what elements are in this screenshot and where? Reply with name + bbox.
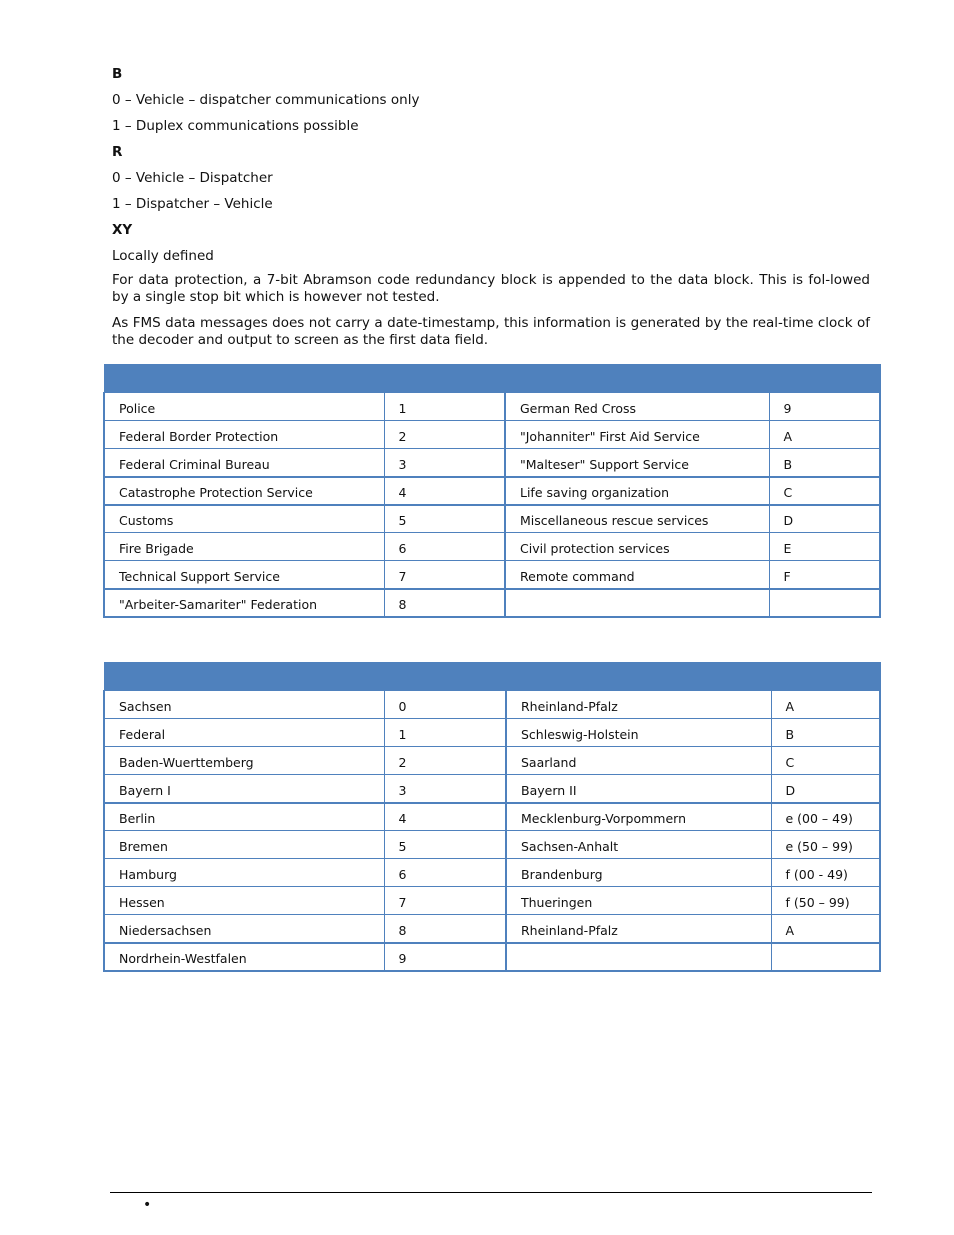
table-cell: Nordrhein-Westfalen [104,943,384,971]
table-cell: 9 [769,393,880,421]
table-row [104,449,880,477]
table-row [104,589,880,617]
xy-description: Locally defined [112,248,214,264]
table-cell [506,943,771,971]
footer-bullet: • [143,1197,152,1213]
table-cell: f (00 - 49) [771,859,880,887]
table-cell: 3 [384,449,505,477]
r-heading: R [112,144,123,160]
footer-rule [110,1192,872,1193]
table-cell: 0 [384,691,506,719]
table-cell: Rheinland-Pfalz [506,915,771,943]
table-cell: C [771,747,880,775]
table-cell: Miscellaneous rescue services [505,505,769,533]
document-body [112,64,870,358]
table-row [104,719,880,747]
table-row [104,505,880,533]
r-option-0: 0 – Vehicle – Dispatcher [112,170,273,186]
table-cell: f (50 – 99) [771,887,880,915]
table-cell: F [769,561,880,589]
table-row [104,831,880,859]
table-cell: B [771,719,880,747]
table-cell: 8 [384,915,506,943]
table-row [104,943,880,971]
table-cell: A [771,915,880,943]
table-cell: 5 [384,505,505,533]
table-cell: Catastrophe Protection Service [104,477,384,505]
table-row [104,421,880,449]
table-cell: D [771,775,880,803]
table-cell: C [769,477,880,505]
table-cell: 7 [384,887,506,915]
table-cell: D [769,505,880,533]
table-row [104,691,880,719]
table-row [104,393,880,421]
table-cell: 4 [384,477,505,505]
table-cell: Civil protection services [505,533,769,561]
table-cell: Sachsen-Anhalt [506,831,771,859]
table-cell: Fire Brigade [104,533,384,561]
table-header-bar [104,663,880,691]
b-option-0: 0 – Vehicle – dispatcher communications only [112,92,420,108]
table-cell: e (00 – 49) [771,803,880,831]
table-cell: 5 [384,831,506,859]
table-row [104,747,880,775]
table-cell: 9 [384,943,506,971]
r-option-1: 1 – Dispatcher – Vehicle [112,196,273,212]
table-row [104,775,880,803]
table-cell: Bayern II [506,775,771,803]
table-cell [505,589,769,617]
table-row [104,859,880,887]
table-cell: German Red Cross [505,393,769,421]
table-cell: "Johanniter" First Aid Service [505,421,769,449]
table-row [104,477,880,505]
table-cell: Hamburg [104,859,384,887]
table-cell: 8 [384,589,505,617]
table-cell: 6 [384,859,506,887]
table-cell: 1 [384,393,505,421]
table-cell: 2 [384,747,506,775]
table-cell: Federal [104,719,384,747]
table-cell: "Arbeiter-Samariter" Federation [104,589,384,617]
table-header-bar [104,365,880,393]
protection-paragraph: For data protection, a 7-bit Abramson code redundancy block is appended to the data block. This is fol-lowed by a single stop bit which is however not tested. [112,272,870,305]
table-cell: e (50 – 99) [771,831,880,859]
table-row [104,887,880,915]
state-codes-table [103,662,881,972]
table-cell: 7 [384,561,505,589]
table-cell: Technical Support Service [104,561,384,589]
table-cell: Thueringen [506,887,771,915]
table-cell [771,943,880,971]
table-cell: B [769,449,880,477]
table-cell: 4 [384,803,506,831]
table-row [104,803,880,831]
table-cell: Customs [104,505,384,533]
organization-codes-table [103,364,881,618]
table-cell: 1 [384,719,506,747]
table-row [104,915,880,943]
table-cell: Federal Criminal Bureau [104,449,384,477]
b-heading: B [112,66,123,82]
table-cell: 6 [384,533,505,561]
table-cell: Baden-Wuerttemberg [104,747,384,775]
table-cell: Federal Border Protection [104,421,384,449]
table-cell: 2 [384,421,505,449]
table-row [104,533,880,561]
table-cell: Police [104,393,384,421]
table-cell: Schleswig-Holstein [506,719,771,747]
table-cell: A [769,421,880,449]
table-cell [769,589,880,617]
table-cell: Life saving organization [505,477,769,505]
table-cell: Mecklenburg-Vorpommern [506,803,771,831]
xy-heading: XY [112,222,133,238]
table-cell: E [769,533,880,561]
table-cell: Rheinland-Pfalz [506,691,771,719]
table-cell: Berlin [104,803,384,831]
table-cell: Hessen [104,887,384,915]
table-cell: "Malteser" Support Service [505,449,769,477]
table-cell: Sachsen [104,691,384,719]
table-cell: Brandenburg [506,859,771,887]
table-cell: Saarland [506,747,771,775]
timestamp-paragraph: As FMS data messages does not carry a date-timestamp, this information is generated by the real-time clock of the decoder and output to screen as the first data field. [112,315,870,348]
table-cell: Bremen [104,831,384,859]
b-option-1: 1 – Duplex communications possible [112,118,359,134]
table-cell: 3 [384,775,506,803]
table-cell: Niedersachsen [104,915,384,943]
table-cell: Bayern I [104,775,384,803]
table-cell: A [771,691,880,719]
table-row [104,561,880,589]
table-cell: Remote command [505,561,769,589]
